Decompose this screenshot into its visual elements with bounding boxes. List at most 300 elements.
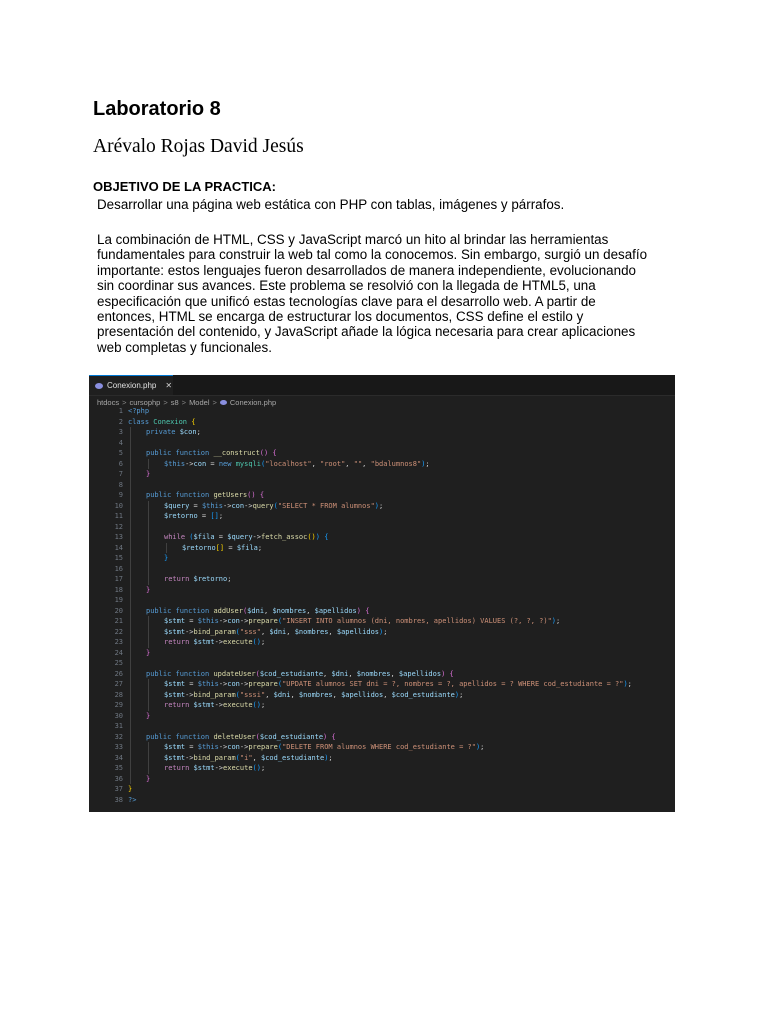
code-token: ) — [421, 459, 426, 468]
code-token: ) — [441, 669, 450, 678]
code-token: getUsers — [213, 491, 248, 499]
code-token: "root" — [320, 459, 346, 468]
code-token: () — [259, 449, 273, 457]
indent-guide — [130, 553, 131, 564]
code-token: $stmt — [193, 764, 215, 772]
objective-text: Desarrollar una página web estática con PHP con tablas, imágenes y párrafos. — [97, 197, 565, 212]
code-text — [182, 543, 262, 554]
code-token: [] — [215, 543, 225, 552]
code-token: ; — [459, 690, 464, 699]
code-text — [146, 427, 201, 438]
code-token: } — [128, 785, 133, 793]
code-token: ( — [273, 501, 278, 510]
code-token: new — [218, 459, 236, 468]
code-text — [164, 627, 387, 638]
indent-guide — [130, 480, 131, 491]
indent-guide — [130, 438, 131, 449]
code-token: bind_param — [193, 627, 236, 636]
code-token: $dni — [269, 627, 287, 636]
code-area[interactable] — [89, 406, 675, 805]
code-token: ) — [324, 753, 329, 762]
code-token: $nombres — [298, 690, 333, 699]
indent-guide — [130, 564, 131, 575]
code-token: , — [252, 753, 261, 762]
line-number: 2 — [118, 417, 123, 426]
code-token: $query — [227, 533, 253, 541]
line-number: 31 — [114, 722, 123, 730]
code-token: while — [164, 533, 190, 541]
indent-guide — [148, 574, 149, 585]
code-token: () — [252, 701, 261, 709]
code-line — [89, 742, 675, 753]
line-number: 1 — [118, 407, 123, 415]
code-text — [164, 616, 560, 627]
line-number: 9 — [118, 491, 123, 499]
line-number: 16 — [114, 564, 123, 573]
paragraph-line: entonces, HTML se encarga de estructurar los documentos, CSS define el estilo y — [97, 309, 584, 325]
code-token: $cod_estudiante — [260, 753, 325, 762]
code-text — [146, 774, 150, 785]
code-line — [89, 690, 675, 701]
code-line — [89, 606, 675, 617]
paragraph-line: especificación que unificó estas tecnologías clave para el desarrollo web. A partir de — [97, 293, 596, 309]
line-number: 38 — [114, 795, 123, 804]
code-token: $retorno — [182, 543, 216, 552]
paragraph-line: web completas y funcionales. — [97, 339, 272, 355]
code-token: -> — [185, 459, 194, 468]
code-token: $dni — [331, 669, 349, 678]
code-line — [89, 658, 675, 669]
code-token: $this — [164, 459, 186, 468]
code-token: ; — [257, 543, 263, 552]
indent-guide — [130, 721, 131, 732]
code-text — [164, 742, 484, 753]
code-line — [89, 501, 675, 512]
document-title: Laboratorio 8 — [93, 98, 221, 120]
code-token: = — [214, 533, 228, 541]
code-line — [89, 427, 675, 438]
code-token: private — [146, 428, 180, 436]
code-token: -> — [185, 627, 194, 636]
code-token: $stmt — [164, 690, 186, 699]
indent-guide — [148, 543, 149, 554]
breadcrumb-item[interactable]: htdocs — [97, 397, 120, 407]
line-number: 12 — [114, 522, 123, 531]
code-token: ) — [379, 627, 384, 636]
code-token: ; — [627, 680, 632, 688]
indent-guide — [130, 585, 131, 596]
paragraph-line: fundamentales para construir la web tal como la conocemos. Sin embargo, surgió un desafío — [97, 247, 648, 263]
code-token: "i" — [239, 753, 253, 762]
paragraph-line: importante: estos lenguajes fueron desarrollados de manera independiente, evolucionando — [97, 262, 636, 278]
line-number: 36 — [114, 774, 123, 783]
code-token: con — [231, 501, 245, 510]
indent-guide — [130, 742, 131, 753]
indent-guide — [130, 469, 131, 480]
indent-guide — [130, 511, 131, 522]
line-number: 6 — [118, 459, 123, 468]
line-number: 4 — [118, 438, 123, 447]
code-token: -> — [214, 764, 224, 772]
code-token: ) — [454, 690, 460, 699]
line-number: 7 — [118, 470, 123, 478]
code-token: ( — [189, 533, 194, 541]
code-line — [89, 700, 675, 711]
breadcrumb-separator: > — [163, 397, 168, 407]
code-token: -> — [252, 533, 261, 541]
code-token: ( — [277, 743, 283, 751]
code-line — [89, 448, 675, 459]
line-number: 24 — [114, 648, 123, 657]
code-token: $apellidos — [341, 690, 384, 699]
code-token: { — [191, 417, 196, 426]
indent-guide — [130, 490, 131, 501]
code-text — [128, 795, 136, 806]
code-text — [164, 501, 383, 512]
code-token: $stmt — [164, 743, 186, 751]
line-number: 11 — [114, 512, 123, 520]
code-token: $stmt — [164, 680, 186, 688]
line-number: 10 — [114, 501, 123, 510]
indent-guide — [148, 753, 149, 764]
code-token: ( — [235, 753, 240, 762]
code-token: -> — [214, 638, 224, 646]
line-number: 18 — [114, 585, 123, 594]
code-token: "bdalumnos8" — [370, 459, 422, 468]
code-token: { — [324, 533, 329, 541]
line-number: 29 — [114, 701, 123, 709]
breadcrumb-item[interactable]: Conexion.php — [229, 397, 277, 407]
code-token: $stmt — [164, 753, 186, 762]
indent-guide — [130, 595, 131, 606]
code-line — [89, 574, 675, 585]
code-token: ( — [242, 606, 248, 615]
code-text — [164, 532, 328, 543]
indent-guide — [148, 501, 149, 512]
code-line — [89, 711, 675, 722]
indent-guide — [130, 543, 131, 554]
code-token: ) — [475, 743, 481, 751]
code-token: = — [197, 512, 211, 520]
code-token: , — [323, 669, 332, 678]
code-token: "sss" — [239, 627, 261, 636]
line-number: 34 — [114, 753, 123, 762]
code-token: $apellidos — [336, 627, 380, 636]
code-token: ) — [623, 680, 628, 688]
code-token: ; — [218, 512, 224, 520]
code-line — [89, 585, 675, 596]
code-token: class — [128, 417, 154, 426]
code-token: $cod_estudiante — [259, 669, 324, 678]
code-token: = — [189, 501, 202, 510]
indent-guide — [148, 459, 149, 470]
indent-guide — [148, 627, 149, 638]
line-number: 37 — [114, 785, 123, 793]
code-token: "sssi" — [239, 690, 266, 699]
code-token: prepare — [248, 680, 278, 688]
indent-guide — [130, 532, 131, 543]
code-token: Conexion — [153, 417, 192, 426]
code-line — [89, 480, 675, 491]
code-token: updateUser — [213, 669, 256, 678]
code-token: = — [185, 680, 198, 688]
code-token: ( — [235, 690, 240, 699]
code-token: $retorno — [164, 512, 198, 520]
code-token: bind_param — [193, 690, 236, 699]
code-token: public function — [146, 449, 214, 457]
indent-guide — [148, 522, 149, 533]
code-token: ; — [196, 428, 201, 436]
code-token: { — [365, 606, 370, 615]
code-text — [146, 648, 150, 659]
breadcrumb-separator: > — [212, 397, 217, 407]
code-token: [] — [210, 512, 219, 520]
paragraph-line: presentación del contenido, y JavaScript añade la lógica necesaria para crear aplicaciones — [97, 324, 636, 340]
line-number: 28 — [114, 690, 123, 699]
line-number: 25 — [114, 659, 123, 667]
code-token: , — [390, 669, 399, 678]
code-token: -> — [185, 753, 194, 762]
code-token: $retorno — [193, 575, 228, 583]
indent-guide — [130, 427, 131, 438]
code-token: -> — [214, 701, 224, 709]
code-text — [146, 711, 150, 722]
code-text — [146, 585, 150, 596]
code-line — [89, 679, 675, 690]
indent-guide — [130, 522, 131, 533]
code-token: $cod_estudiante — [259, 732, 324, 741]
code-token: ) — [551, 617, 557, 625]
code-line — [89, 669, 675, 680]
code-token: () — [247, 491, 260, 499]
code-token: $stmt — [193, 638, 215, 646]
code-token: execute — [223, 638, 253, 646]
indent-guide — [148, 742, 149, 753]
code-token: ( — [260, 459, 266, 468]
code-token: "DELETE FROM alumnos WHERE cod_estudiante = ?" — [282, 743, 476, 751]
code-token: public function — [146, 732, 214, 741]
code-token: ) — [315, 533, 325, 541]
code-token: $stmt — [164, 617, 186, 625]
code-token: "localhost" — [265, 459, 312, 468]
code-token: return — [164, 575, 194, 583]
code-line — [89, 469, 675, 480]
line-number: 22 — [114, 627, 123, 636]
code-line — [89, 753, 675, 764]
indent-guide — [130, 606, 131, 617]
code-token: execute — [223, 764, 253, 772]
code-token: = — [224, 543, 237, 552]
indent-guide — [130, 711, 131, 722]
code-token: } — [146, 585, 151, 594]
indent-guide — [130, 732, 131, 743]
code-token: $dni — [247, 606, 265, 615]
breadcrumb-item[interactable]: cursophp — [129, 397, 161, 407]
close-icon[interactable]: ✕ — [165, 381, 173, 390]
line-number: 17 — [114, 575, 123, 583]
code-token: prepare — [248, 617, 278, 625]
code-token: $query — [164, 501, 190, 510]
indent-guide — [130, 669, 131, 680]
code-token: ( — [255, 669, 260, 678]
indent-guide — [130, 700, 131, 711]
code-text — [146, 606, 369, 617]
code-token: ) — [356, 606, 366, 615]
line-number: 33 — [114, 743, 123, 751]
code-token: , — [264, 606, 273, 615]
indent-guide — [130, 690, 131, 701]
code-token: () — [307, 533, 316, 541]
line-number: 15 — [114, 554, 123, 562]
code-token: $fila — [193, 533, 215, 541]
indent-guide — [130, 753, 131, 764]
code-token: , — [328, 627, 337, 636]
code-line — [89, 774, 675, 785]
code-token: $con — [179, 428, 197, 436]
code-token: public function — [146, 491, 214, 499]
code-text — [128, 784, 132, 795]
code-token: ; — [260, 638, 266, 646]
paragraph-line: La combinación de HTML, CSS y JavaScript marcó un hito al brindar las herramientas — [97, 232, 609, 247]
code-line — [89, 406, 675, 417]
code-token: $nombres — [294, 627, 329, 636]
code-token: return — [164, 701, 194, 709]
code-text — [146, 490, 264, 501]
intro-paragraph — [97, 232, 687, 355]
code-token: "INSERT INTO alumnos (dni, nombres, apellidos) VALUES (?, ?, ?)" — [282, 617, 552, 625]
code-token: $this — [197, 743, 219, 751]
indent-guide — [148, 553, 149, 564]
code-line — [89, 721, 675, 732]
code-token: $apellidos — [398, 669, 442, 678]
indent-guide — [148, 763, 149, 774]
code-token: = — [185, 617, 198, 625]
code-token: , — [345, 459, 354, 468]
code-token: } — [146, 470, 151, 478]
code-token: bind_param — [193, 753, 236, 762]
code-line — [89, 627, 675, 638]
code-line — [89, 459, 675, 470]
code-token: -> — [239, 680, 249, 688]
code-token: addUser — [213, 606, 243, 615]
breadcrumb-separator: > — [181, 397, 187, 407]
code-token: , — [306, 606, 315, 615]
line-number: 20 — [114, 606, 123, 615]
indent-guide — [130, 648, 131, 659]
line-number: 8 — [118, 480, 123, 489]
breadcrumb-item[interactable]: Model — [189, 397, 210, 407]
code-token: ; — [379, 501, 384, 510]
paragraph-line: sin coordinar sus avances. Este problema se resolvió con la llegada de HTML5, una — [97, 278, 596, 294]
code-line — [89, 522, 675, 533]
code-token: , — [286, 627, 295, 636]
code-token: -> — [218, 680, 228, 688]
line-number: 23 — [114, 638, 123, 646]
code-token: <?php — [128, 407, 150, 415]
indent-guide — [148, 616, 149, 627]
code-token: ) — [374, 501, 380, 510]
indent-guide — [130, 637, 131, 648]
code-token: "SELECT * FROM alumnos" — [277, 501, 375, 510]
code-token: { — [259, 491, 265, 499]
line-number: 14 — [114, 543, 123, 552]
indent-guide — [166, 543, 167, 554]
indent-guide — [148, 700, 149, 711]
code-token: query — [252, 501, 274, 510]
code-token: -> — [218, 743, 228, 751]
code-token: return — [164, 764, 194, 772]
editor-tab-label: Conexion.php — [107, 381, 157, 390]
code-text — [164, 574, 231, 585]
code-editor-screenshot — [89, 375, 675, 812]
code-token: $this — [201, 501, 224, 510]
code-token: ) — [323, 732, 332, 741]
code-token: con — [227, 680, 240, 688]
code-token: prepare — [248, 743, 278, 751]
code-token: , — [290, 690, 299, 699]
code-line — [89, 511, 675, 522]
code-token: con — [193, 459, 207, 468]
code-text — [164, 753, 333, 764]
code-line — [89, 417, 675, 428]
code-token: $fila — [236, 543, 258, 552]
code-token: ; — [383, 627, 388, 636]
code-token: -> — [244, 501, 253, 510]
indent-guide — [130, 616, 131, 627]
code-line — [89, 616, 675, 627]
indent-guide — [130, 501, 131, 512]
indent-guide — [130, 459, 131, 470]
code-token: } — [146, 711, 151, 720]
line-number: 30 — [114, 711, 123, 720]
code-token: , — [311, 459, 320, 468]
code-token: "" — [353, 459, 363, 468]
code-token: $nombres — [272, 606, 307, 615]
code-line — [89, 532, 675, 543]
code-text — [146, 448, 277, 459]
editor-tab[interactable] — [89, 375, 173, 395]
code-token: -> — [223, 501, 232, 510]
code-text — [128, 406, 149, 417]
breadcrumb-item[interactable]: s8 — [170, 397, 179, 407]
code-text — [128, 417, 195, 428]
indent-guide — [130, 574, 131, 585]
code-token: ; — [260, 764, 266, 772]
code-token: ( — [255, 732, 260, 741]
code-text — [164, 511, 223, 522]
code-token: $cod_estudiante — [391, 690, 455, 699]
line-number: 3 — [118, 428, 123, 436]
line-number: 21 — [114, 617, 123, 625]
code-text — [164, 690, 463, 701]
code-token: $apellidos — [314, 606, 357, 615]
code-line — [89, 763, 675, 774]
line-number: 19 — [114, 596, 123, 604]
indent-guide — [148, 511, 149, 522]
code-token: ; — [328, 753, 333, 762]
line-number: 13 — [114, 533, 123, 541]
code-token: , — [265, 690, 274, 699]
code-token: , — [260, 627, 270, 636]
code-text — [164, 553, 168, 564]
code-token: = — [185, 743, 198, 751]
code-token: } — [146, 774, 151, 783]
code-token: { — [449, 669, 454, 678]
code-token: return — [164, 638, 194, 646]
code-token: $stmt — [164, 627, 186, 636]
code-line — [89, 648, 675, 659]
code-token: -> — [185, 690, 194, 699]
